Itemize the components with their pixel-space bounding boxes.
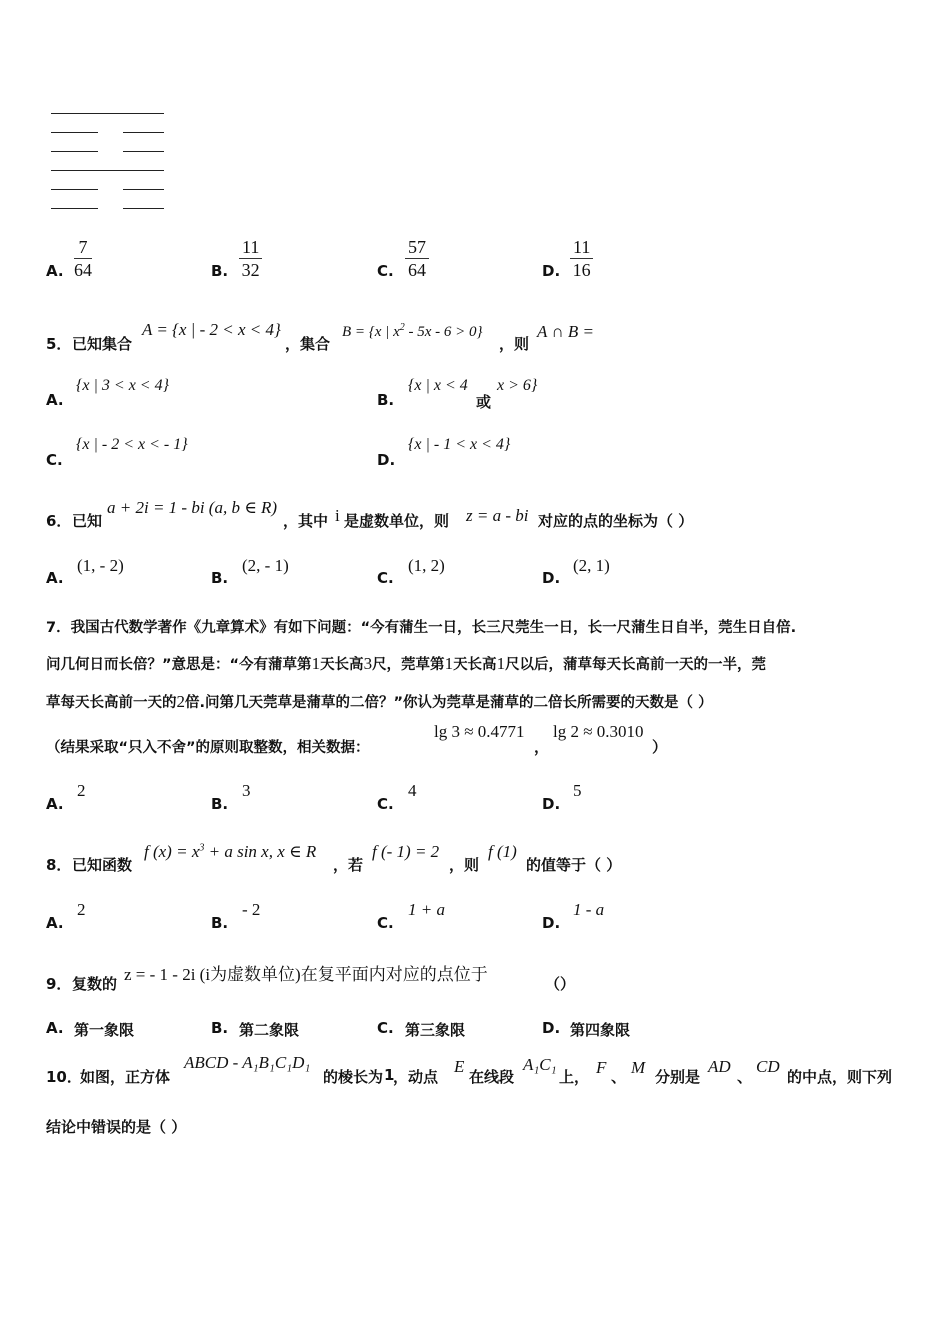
q7-lg3: lg 3 ≈ 0.4771	[434, 722, 525, 741]
q5-option-d: {x | - 1 < x < 4}	[408, 436, 511, 453]
q10-number: 10．	[46, 1068, 82, 1086]
q8-condition: f (- 1) = 2	[372, 842, 440, 861]
q8-ask: f (1)	[488, 842, 517, 861]
q5-option-a-letter[interactable]: A.	[46, 391, 64, 409]
q9-option-b: 第二象限	[239, 1021, 300, 1039]
q8-end: 的值等于（ ）	[526, 856, 622, 874]
q6-number: 6．	[46, 512, 72, 530]
q8-prefix: 已知函数	[72, 856, 133, 874]
q10-one: 1	[384, 1066, 395, 1084]
q5-option-c-letter[interactable]: C.	[46, 451, 63, 469]
q10-sep-2: 、	[737, 1068, 753, 1086]
q6-option-b: (2, - 1)	[242, 556, 289, 575]
q8-number: 8．	[46, 856, 72, 874]
q5-option-c: {x | - 2 < x < - 1}	[76, 436, 188, 453]
q5-option-b-or: 或	[476, 393, 492, 411]
q8-option-d-letter[interactable]: D.	[542, 914, 561, 932]
q5-option-b-part2: x > 6}	[497, 377, 538, 394]
q5-option-d-letter[interactable]: D.	[377, 451, 396, 469]
q10-prefix: 如图，正方体	[80, 1068, 171, 1086]
q6-option-c: (1, 2)	[408, 556, 445, 575]
q10-text-4: 上，	[559, 1068, 590, 1086]
q9-end: （）	[545, 975, 576, 993]
q8-option-a-letter[interactable]: A.	[46, 914, 64, 932]
q5-option-b-letter[interactable]: B.	[377, 391, 395, 409]
q9-option-a-letter[interactable]: A.	[46, 1019, 64, 1037]
q7-option-c-letter[interactable]: C.	[377, 795, 394, 813]
q7-lg2: lg 2 ≈ 0.3010	[553, 722, 644, 741]
q6-option-c-letter[interactable]: C.	[377, 569, 394, 587]
q4-option-d-letter[interactable]: D.	[542, 262, 561, 280]
q10-point-f: F	[596, 1058, 607, 1077]
q7-line-3: 草每天长高前一天的2倍.问第几天莞草是蒲草的二倍？”你认为莞草是蒲草的二倍长所需要的天数是（ ）	[46, 692, 713, 711]
q7-line-4: （结果采取“只入不舍”的原则取整数，相关数据：	[46, 740, 370, 756]
q5-mid: ，集合	[285, 335, 331, 353]
q6-z: z = a - bi	[466, 506, 529, 525]
q6-i: i	[335, 506, 340, 525]
q10-text-2: ，动点	[393, 1068, 439, 1086]
q7-comma: ，	[534, 738, 550, 756]
figure-line-4	[51, 170, 164, 171]
q5-option-a: {x | 3 < x < 4}	[76, 377, 169, 394]
q9-expression: z = - 1 - 2i (i为虚数单位)在复平面内对应的点位于	[124, 965, 488, 984]
q7-line-2: 问几何日而长倍？”意思是：“今有蒲草第1天长高3尺，莞草第1天长高1尺以后，蒲草每天长高前一天的一半，莞	[46, 654, 767, 673]
q9-prefix: 复数的	[72, 975, 118, 993]
q10-sep-1: 、	[611, 1068, 627, 1086]
q4-option-a-fraction: 7 64	[74, 237, 92, 280]
q8-option-d: 1 - a	[573, 900, 605, 919]
q9-option-d: 第四象限	[570, 1021, 631, 1039]
q6-prefix: 已知	[72, 512, 103, 530]
q8-function: f $(x) = x^3 + a$ sin x, x ∈ R	[144, 842, 317, 861]
q7-line-1: 7．我国古代数学著作《九章算术》有如下问题：“今有蒲生一日，长三尺莞生一日，长一尺蒲生日自半，莞生日自倍.	[46, 620, 797, 636]
q10-point-m: M	[631, 1058, 646, 1077]
q10-cube: ABCD - A₁B₁C₁D₁	[184, 1053, 311, 1072]
figure-line-6b	[123, 208, 164, 209]
q7-option-d-letter[interactable]: D.	[542, 795, 561, 813]
q8-option-b-letter[interactable]: B.	[211, 914, 229, 932]
figure-line-6a	[51, 208, 98, 209]
q7-option-b-letter[interactable]: B.	[211, 795, 229, 813]
q6-end: 对应的点的坐标为（ ）	[538, 512, 694, 530]
q4-option-b-fraction: 11 32	[239, 236, 262, 281]
q4-option-d-fraction: 11 16	[570, 236, 593, 281]
q5-set-a: A = {x | - 2 < x < 4}	[142, 320, 281, 339]
q6-equation: a + 2i = 1 - bi (a, b ∈ R)	[107, 498, 278, 517]
figure-line-2b	[123, 132, 164, 133]
q10-cd: CD	[756, 1057, 780, 1076]
q10-text-3: 在线段	[469, 1068, 515, 1086]
q10-point-e: E	[454, 1057, 465, 1076]
q7-close: ）	[652, 738, 668, 756]
figure-line-3a	[51, 151, 98, 152]
q7-option-a: 2	[77, 781, 86, 800]
q5-option-b-part1: {x | x < 4	[408, 377, 468, 394]
q8-option-a: 2	[77, 900, 86, 919]
q6-option-a: (1, - 2)	[77, 556, 124, 575]
q10-line-2: 结论中错误的是（ ）	[46, 1118, 187, 1136]
q7-option-c: 4	[408, 781, 417, 800]
q10-segment: A₁C₁	[523, 1055, 557, 1074]
q7-option-d: 5	[573, 781, 582, 800]
q9-option-a: 第一象限	[74, 1021, 135, 1039]
figure-line-1	[51, 113, 164, 114]
q7-option-a-letter[interactable]: A.	[46, 795, 64, 813]
q4-option-c-fraction: 57 64	[405, 236, 429, 281]
q8-option-c: 1 + a	[408, 900, 445, 919]
q8-option-c-letter[interactable]: C.	[377, 914, 394, 932]
q10-ad: AD	[708, 1057, 731, 1076]
q10-text-6: 的中点，则下列	[787, 1068, 893, 1086]
figure-line-3b	[123, 151, 164, 152]
q5-expression: A ∩ B =	[537, 322, 594, 341]
q8-option-b: - 2	[242, 900, 261, 919]
q5-number: 5．	[46, 335, 72, 353]
q9-option-c: 第三象限	[405, 1021, 466, 1039]
q5-set-b: B = {x | $x^2 - 5x - 6 > 0$}	[342, 322, 483, 340]
q10-text-1: 的棱长为	[323, 1068, 384, 1086]
figure-line-5b	[123, 189, 164, 190]
q8-then: ，则	[449, 856, 480, 874]
q8-mid: ，若	[333, 856, 364, 874]
q4-option-c-letter[interactable]: C.	[377, 262, 394, 280]
q9-option-c-letter[interactable]: C.	[377, 1019, 394, 1037]
figure-line-5a	[51, 189, 98, 190]
figure-line-2a	[51, 132, 98, 133]
q6-mid1: ，其中	[283, 512, 329, 530]
q6-option-d-letter[interactable]: D.	[542, 569, 561, 587]
q9-option-b-letter[interactable]: B.	[211, 1019, 229, 1037]
q6-option-b-letter[interactable]: B.	[211, 569, 229, 587]
q5-prefix: 已知集合	[72, 335, 133, 353]
q5-then: ，则	[499, 335, 530, 353]
q6-option-d: (2, 1)	[573, 556, 610, 575]
q7-option-b: 3	[242, 781, 251, 800]
q4-option-a-letter[interactable]: A.	[46, 262, 64, 280]
q9-option-d-letter[interactable]: D.	[542, 1019, 561, 1037]
q10-text-5: 分别是	[655, 1068, 701, 1086]
q4-option-b-letter[interactable]: B.	[211, 262, 229, 280]
q9-number: 9．	[46, 975, 72, 993]
q6-option-a-letter[interactable]: A.	[46, 569, 64, 587]
q6-mid2: 是虚数单位，则	[344, 512, 450, 530]
